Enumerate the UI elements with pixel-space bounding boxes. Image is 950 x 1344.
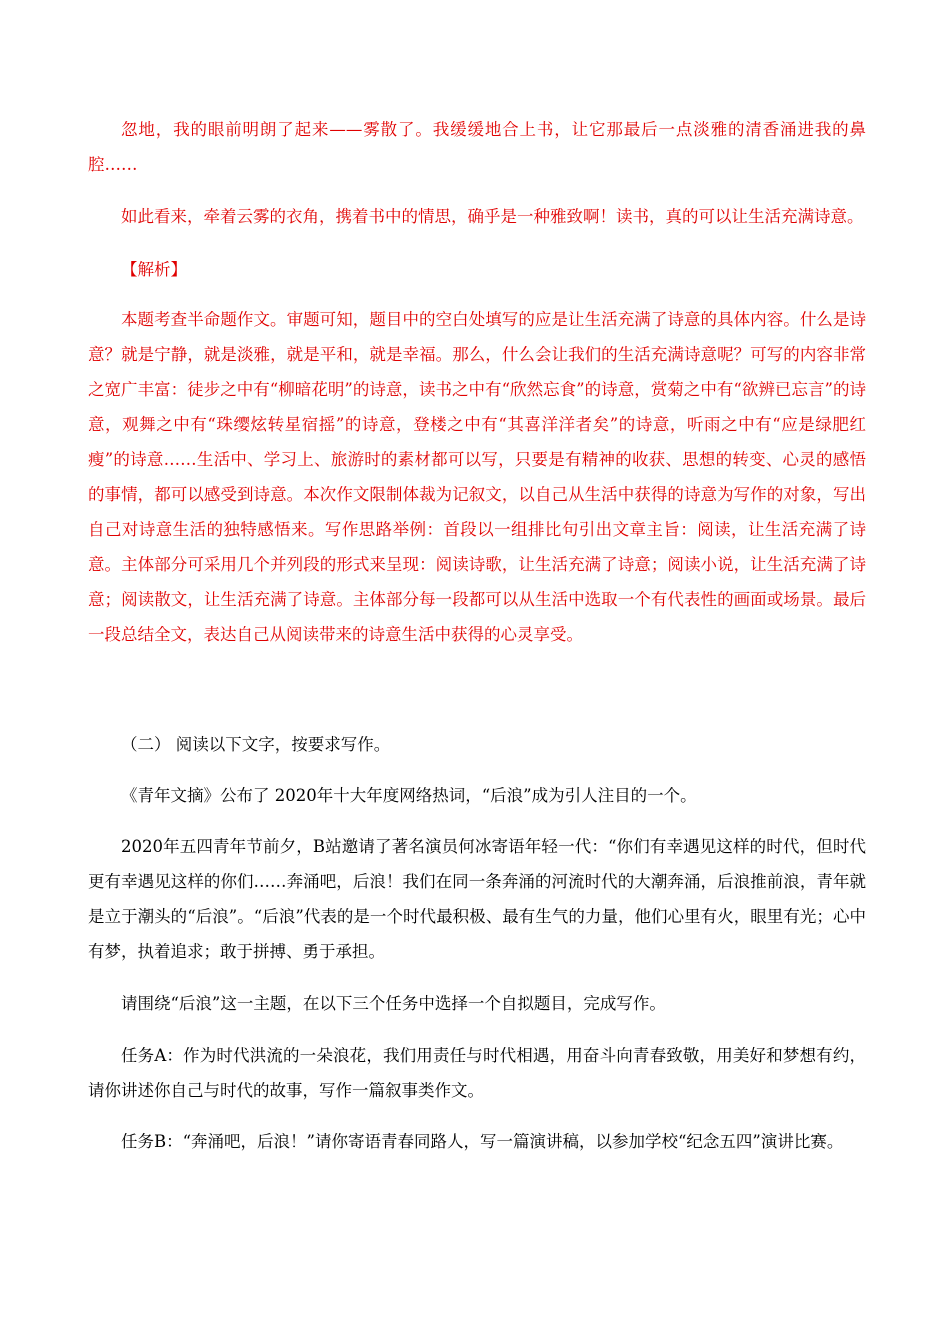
essay-paragraph-conclusion: 如此看来，牵着云雾的衣角，携着书中的情思，确乎是一种雅致啊！读书，真的可以让生活充满诗意。 (121, 207, 864, 226)
prompt-instruction: 请围绕“后浪”这一主题，在以下三个任务中选择一个自拟题目，完成写作。 (121, 994, 666, 1013)
analysis-heading: 【解析】 (121, 260, 187, 279)
analysis-paragraph: 本题考查半命题作文。审题可知，题目中的空白处填写的应是让生活充满了诗意的具体内容。什么是诗意？就是宁静，就是淡雅，就是平和，就是幸福。那么，什么会让我们的生活充满诗意呢？可写的内容非常之宽广丰富：徒步之中有“柳暗花明”的诗意，读书之中有“欣然忘食”的诗意，赏菊之中有“欲辨已忘言”的诗意，观舞之中有“珠缨炫转星宿摇”的诗意，登楼之中有“其喜洋洋者矣”的诗意，听雨之中有“应是绿肥红瘦”的诗意……生活中、学习上、旅游时的素材都可以写，只要是有精神的收获、思想的转变、心灵的感悟的事情，都可以感受到诗意。本次作文限制体裁为记叙文，以自己从生活中获得的诗意为写作的对象，写出自己对诗意生活的独特感悟来。写作思路举例：首段以一组排比句引出文章主旨：阅读，让生活充满了诗意。主体部分可采用几个并列段的形式来呈现：阅读诗歌，让生活充满了诗意；阅读小说，让生活充满了诗意；阅读散文，让生活充满了诗意。主体部分每一段都可以从生活中选取一个有代表性的画面或场景。最后一段总结全文，表达自己从阅读带来的诗意生活中获得的心灵享受。 (88, 310, 866, 644)
essay-paragraph-fog: 忽地，我的眼前明朗了起来——雾散了。我缓缓地合上书，让它那最后一点淡雅的清香涌进我的鼻腔…… (88, 120, 866, 174)
task-a: 任务A：作为时代洪流的一朵浪花，我们用责任与时代相遇，用奋斗向青春致敬，用美好和梦想有约，请你讲述你自己与时代的故事，写作一篇叙事类作文。 (88, 1046, 866, 1100)
prompt-story: 2020年五四青年节前夕，B站邀请了著名演员何冰寄语年轻一代：“你们有幸遇见这样的时代，但时代更有幸遇见这样的你们……奔涌吧，后浪！我们在同一条奔涌的河流时代的大潮奔涌，后浪推前浪，青年就是立于潮头的“后浪”。“后浪”代表的是一个时代最积极、最有生气的力量，他们心里有火，眼里有光；心中有梦，执着追求；敢于拼搏、勇于承担。 (88, 837, 866, 961)
prompt-intro: 《青年文摘》公布了 2020年十大年度网络热词，“后浪”成为引人注目的一个。 (121, 786, 697, 805)
task-b: 任务B：“奔涌吧，后浪！”请你寄语青春同路人，写一篇演讲稿，以参加学校“纪念五四”演讲比赛。 (121, 1132, 844, 1151)
section-heading: （二） 阅读以下文字，按要求写作。 (121, 735, 391, 754)
